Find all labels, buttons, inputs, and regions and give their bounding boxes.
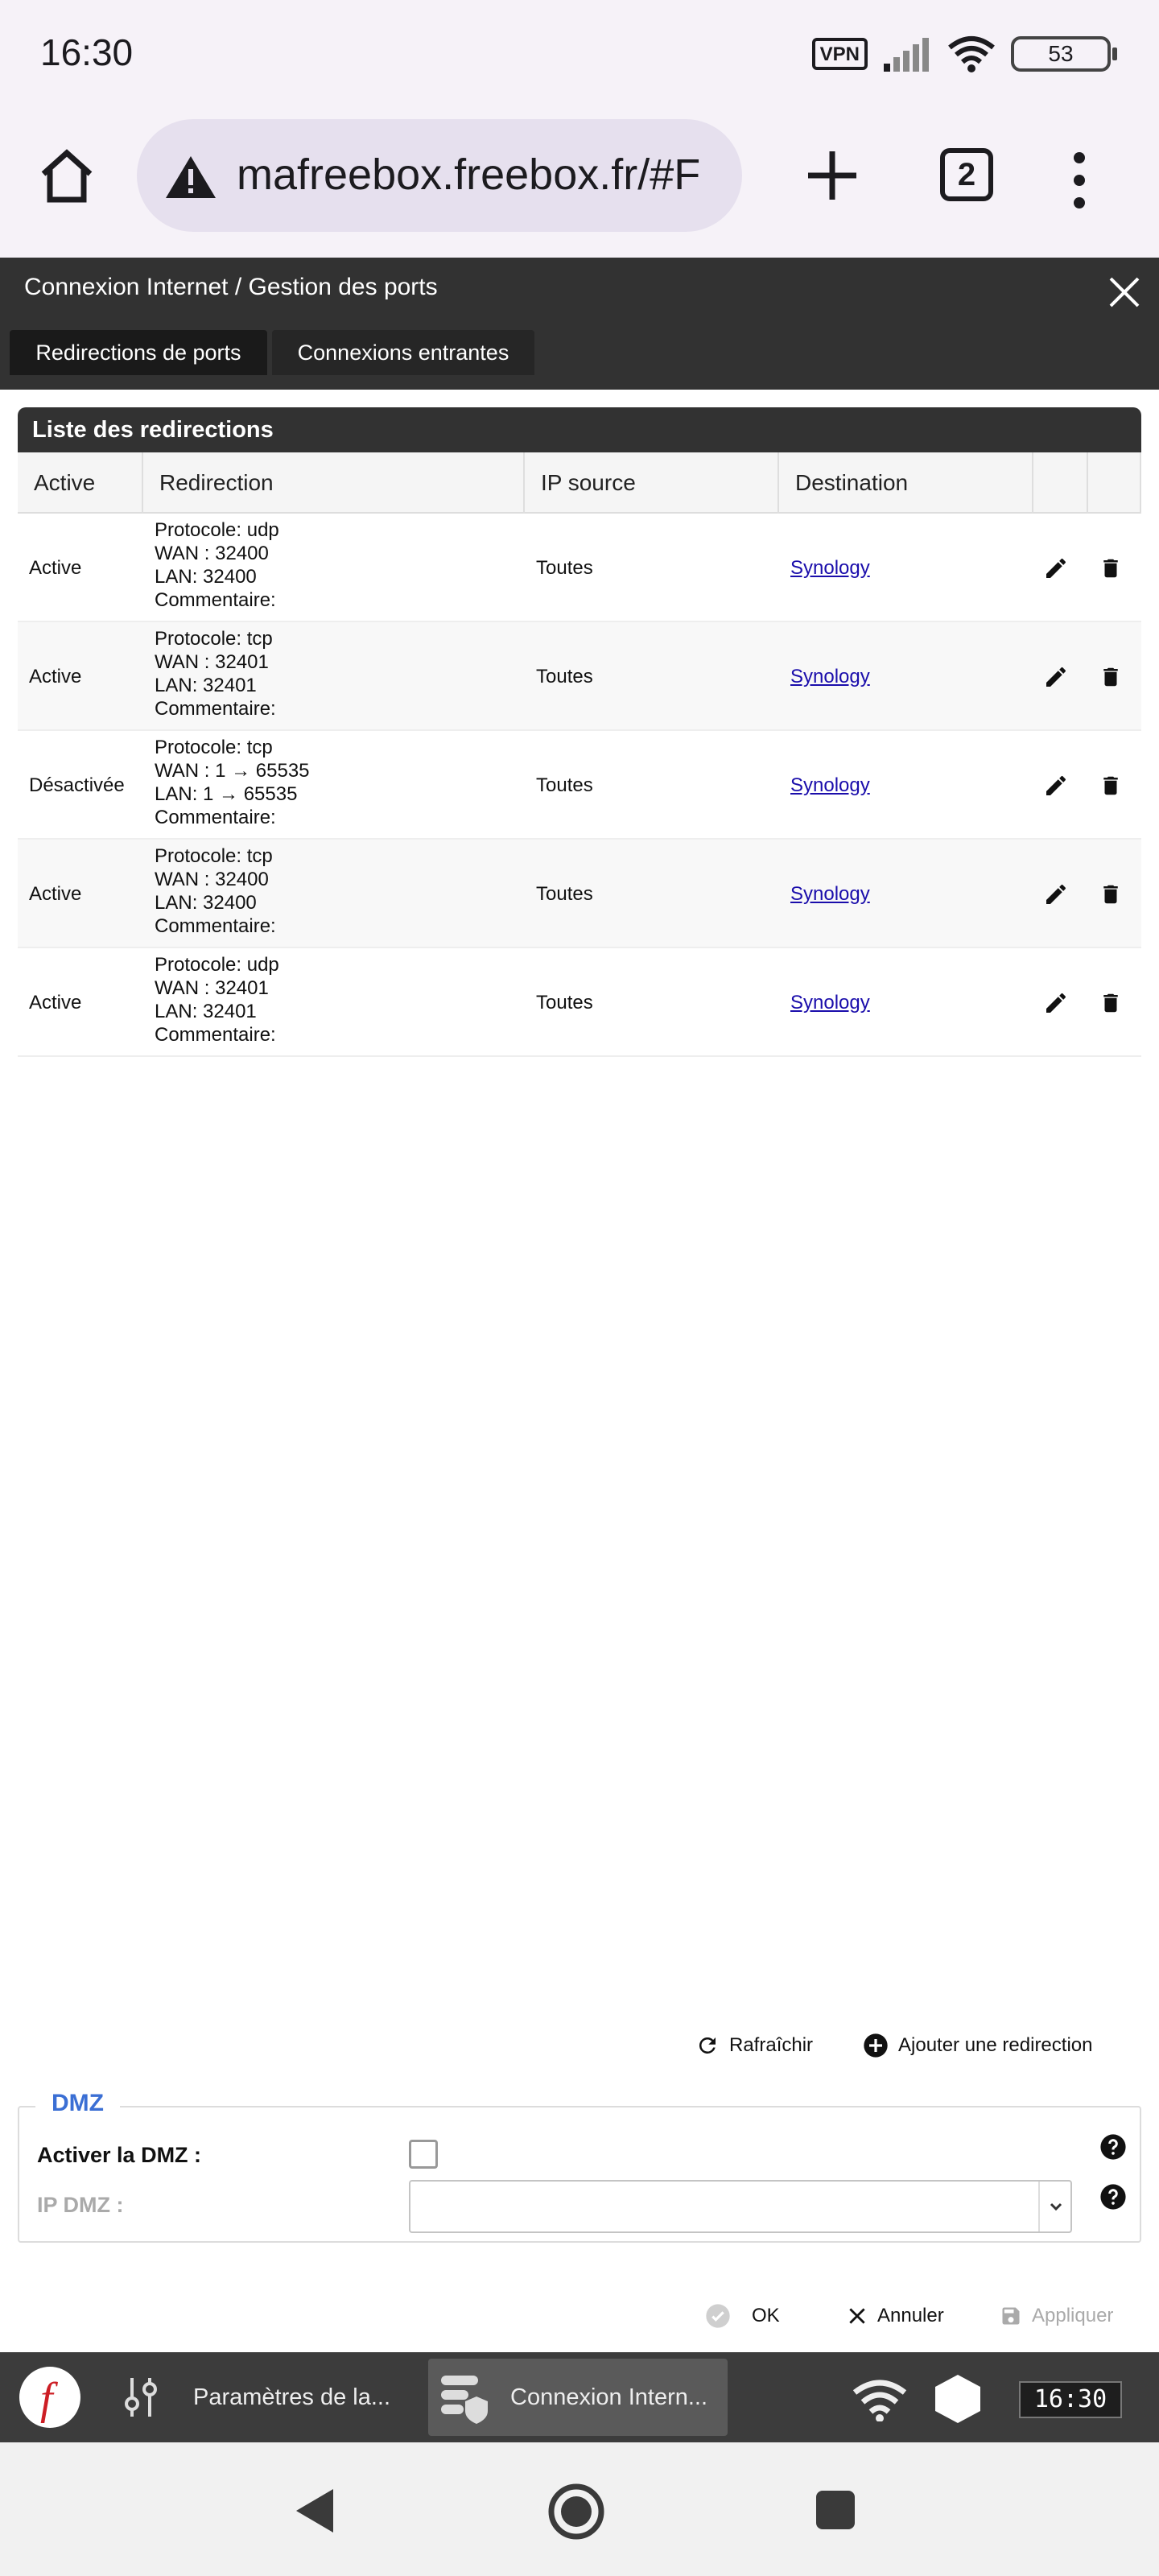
taskbar-item-settings[interactable] (121, 2359, 410, 2436)
ok-label: OK (752, 2305, 780, 2326)
row-status: Active (29, 665, 82, 687)
row-wan: WAN : 1 → 65535 (155, 760, 310, 782)
row-protocol: Protocole: udp (155, 954, 279, 976)
wifi-icon (947, 35, 996, 73)
edit-button[interactable] (1037, 514, 1075, 622)
app-header (0, 258, 1159, 390)
delete-button[interactable] (1091, 840, 1130, 948)
row-comment: Commentaire: (155, 589, 276, 611)
status-bar (0, 0, 1159, 106)
panel-title: Liste des redirections (18, 407, 1141, 452)
status-time: 16:30 (40, 31, 134, 73)
trash-icon[interactable] (1099, 664, 1123, 690)
sliders-icon (121, 2373, 161, 2421)
android-navbar (0, 2442, 1159, 2576)
row-ip-source: Toutes (536, 556, 593, 579)
delete-button[interactable] (1091, 514, 1130, 622)
chevron-down-icon (1040, 2182, 1072, 2231)
trash-icon[interactable] (1099, 773, 1123, 799)
pencil-icon[interactable] (1043, 990, 1069, 1016)
destination-link[interactable]: Synology (790, 556, 870, 579)
url-text[interactable]: mafreebox.freebox.fr/#F (237, 151, 701, 199)
row-destination (790, 731, 1032, 840)
tab-port-redirections[interactable]: Redirections de ports (10, 330, 267, 375)
row-destination (790, 840, 1032, 948)
header-active[interactable]: Active (18, 452, 143, 514)
taskbar-item-label: Connexion Intern... (510, 2384, 708, 2410)
destination-link[interactable]: Synology (790, 665, 870, 687)
table-row (18, 840, 1141, 948)
plus-icon[interactable] (805, 148, 860, 203)
edit-button[interactable] (1037, 731, 1075, 840)
save-icon (1000, 2305, 1022, 2327)
row-comment: Commentaire: (155, 1024, 276, 1046)
refresh-button[interactable] (695, 2025, 813, 2066)
freebox-logo[interactable] (19, 2367, 80, 2428)
destination-link[interactable]: Synology (790, 774, 870, 796)
row-lan: LAN: 32400 (155, 892, 257, 914)
pencil-icon[interactable] (1043, 881, 1069, 907)
tab-incoming-connections[interactable]: Connexions entrantes (272, 330, 534, 375)
help-icon[interactable] (1099, 2133, 1127, 2161)
trash-icon[interactable] (1099, 555, 1123, 581)
apply-button[interactable] (1000, 2296, 1113, 2336)
edit-button[interactable] (1037, 622, 1075, 731)
add-circle-icon (863, 2033, 889, 2058)
row-redirection (155, 514, 533, 622)
browser-toolbar (0, 106, 1159, 258)
row-destination (790, 948, 1032, 1057)
page-title: Connexion Internet / Gestion des ports (24, 274, 438, 300)
dmz-enable-checkbox[interactable] (409, 2140, 438, 2169)
row-protocol: Protocole: tcp (155, 737, 273, 758)
row-protocol: Protocole: tcp (155, 845, 273, 867)
row-lan: LAN: 1 → 65535 (155, 783, 298, 805)
dmz-ip-select[interactable] (409, 2180, 1072, 2233)
refresh-icon (695, 2033, 720, 2058)
row-status: Désactivée (29, 774, 125, 796)
row-ip-source: Toutes (536, 665, 593, 687)
row-status: Active (29, 556, 82, 579)
row-redirection (155, 840, 533, 948)
dmz-fieldset (18, 2090, 1141, 2243)
recents-icon[interactable] (815, 2489, 856, 2531)
tabs-icon[interactable]: 2 (940, 148, 993, 201)
row-lan: LAN: 32401 (155, 1001, 257, 1022)
edit-button[interactable] (1037, 840, 1075, 948)
cancel-button[interactable] (847, 2296, 944, 2336)
home-icon[interactable] (37, 147, 97, 206)
back-icon[interactable] (293, 2486, 336, 2536)
dmz-ip-label: IP DMZ : (37, 2193, 124, 2217)
cancel-label: Annuler (877, 2305, 944, 2326)
address-bar[interactable] (137, 119, 742, 232)
taskbar-clock: 16:30 (1019, 2381, 1122, 2418)
row-ip-source: Toutes (536, 991, 593, 1013)
table-header (18, 452, 1141, 514)
header-ip-source[interactable]: IP source (525, 452, 779, 514)
row-wan: WAN : 32400 (155, 869, 269, 890)
header-destination[interactable]: Destination (779, 452, 1033, 514)
dialog-footer (0, 2296, 1159, 2336)
row-comment: Commentaire: (155, 915, 276, 937)
row-destination (790, 622, 1032, 731)
row-ip-source: Toutes (536, 882, 593, 905)
table-actions (0, 2025, 1159, 2066)
warning-icon[interactable] (164, 155, 217, 200)
freebox-taskbar (0, 2352, 1159, 2442)
dmz-legend: DMZ (35, 2090, 120, 2117)
row-wan: WAN : 32401 (155, 977, 269, 999)
table-row (18, 622, 1141, 731)
delete-button[interactable] (1091, 948, 1130, 1057)
status-icons (812, 32, 1111, 76)
network-shield-icon (436, 2369, 489, 2425)
destination-link[interactable]: Synology (790, 882, 870, 905)
free-logo-icon (19, 2367, 80, 2428)
header-delete (1088, 452, 1141, 514)
close-icon[interactable] (1107, 275, 1141, 309)
row-redirection (155, 622, 533, 731)
row-comment: Commentaire: (155, 698, 276, 720)
header-edit (1033, 452, 1088, 514)
battery-icon: 53 (1011, 36, 1111, 72)
row-ip-source: Toutes (536, 774, 593, 796)
vpn-icon: VPN (812, 38, 868, 70)
row-redirection (155, 948, 533, 1057)
row-lan: LAN: 32400 (155, 566, 257, 588)
pencil-icon[interactable] (1043, 555, 1069, 581)
row-wan: WAN : 32401 (155, 651, 269, 673)
table-row (18, 514, 1141, 622)
dmz-ip-dropdown[interactable] (1038, 2182, 1070, 2231)
row-wan: WAN : 32400 (155, 543, 269, 564)
redirections-panel (18, 407, 1141, 1051)
wifi-icon (852, 2380, 908, 2421)
refresh-label: Rafraîchir (729, 2034, 814, 2056)
pencil-icon[interactable] (1043, 664, 1069, 690)
add-redirection-button[interactable] (863, 2025, 1092, 2066)
menu-icon[interactable] (1066, 151, 1093, 209)
pencil-icon[interactable] (1043, 773, 1069, 799)
destination-link[interactable]: Synology (790, 991, 870, 1013)
dmz-enable-label: Activer la DMZ : (37, 2143, 202, 2167)
home-circle-icon[interactable] (547, 2483, 605, 2541)
taskbar-item-label: Paramètres de la... (193, 2384, 390, 2410)
row-status: Active (29, 882, 82, 905)
help-icon[interactable] (1099, 2183, 1127, 2211)
table-row (18, 731, 1141, 840)
header-redirection[interactable]: Redirection (143, 452, 525, 514)
hexagon-icon[interactable] (934, 2373, 982, 2425)
delete-button[interactable] (1091, 622, 1130, 731)
add-redirection-label: Ajouter une redirection (898, 2034, 1093, 2056)
trash-icon[interactable] (1099, 990, 1123, 1016)
table-row (18, 948, 1141, 1057)
row-lan: LAN: 32401 (155, 675, 257, 696)
delete-button[interactable] (1091, 731, 1130, 840)
row-destination (790, 514, 1032, 622)
apply-label: Appliquer (1032, 2305, 1114, 2326)
signal-icon (882, 36, 932, 72)
row-protocol: Protocole: tcp (155, 628, 273, 650)
ok-button[interactable] (705, 2296, 780, 2336)
edit-button[interactable] (1037, 948, 1075, 1057)
taskbar-item-internet[interactable] (428, 2359, 728, 2436)
svg-text:f: f (40, 2374, 53, 2424)
row-protocol: Protocole: udp (155, 519, 279, 541)
row-comment: Commentaire: (155, 807, 276, 828)
check-circle-icon (705, 2303, 731, 2329)
close-icon (847, 2306, 868, 2326)
row-status: Active (29, 991, 82, 1013)
row-redirection (155, 731, 533, 840)
trash-icon[interactable] (1099, 881, 1123, 907)
